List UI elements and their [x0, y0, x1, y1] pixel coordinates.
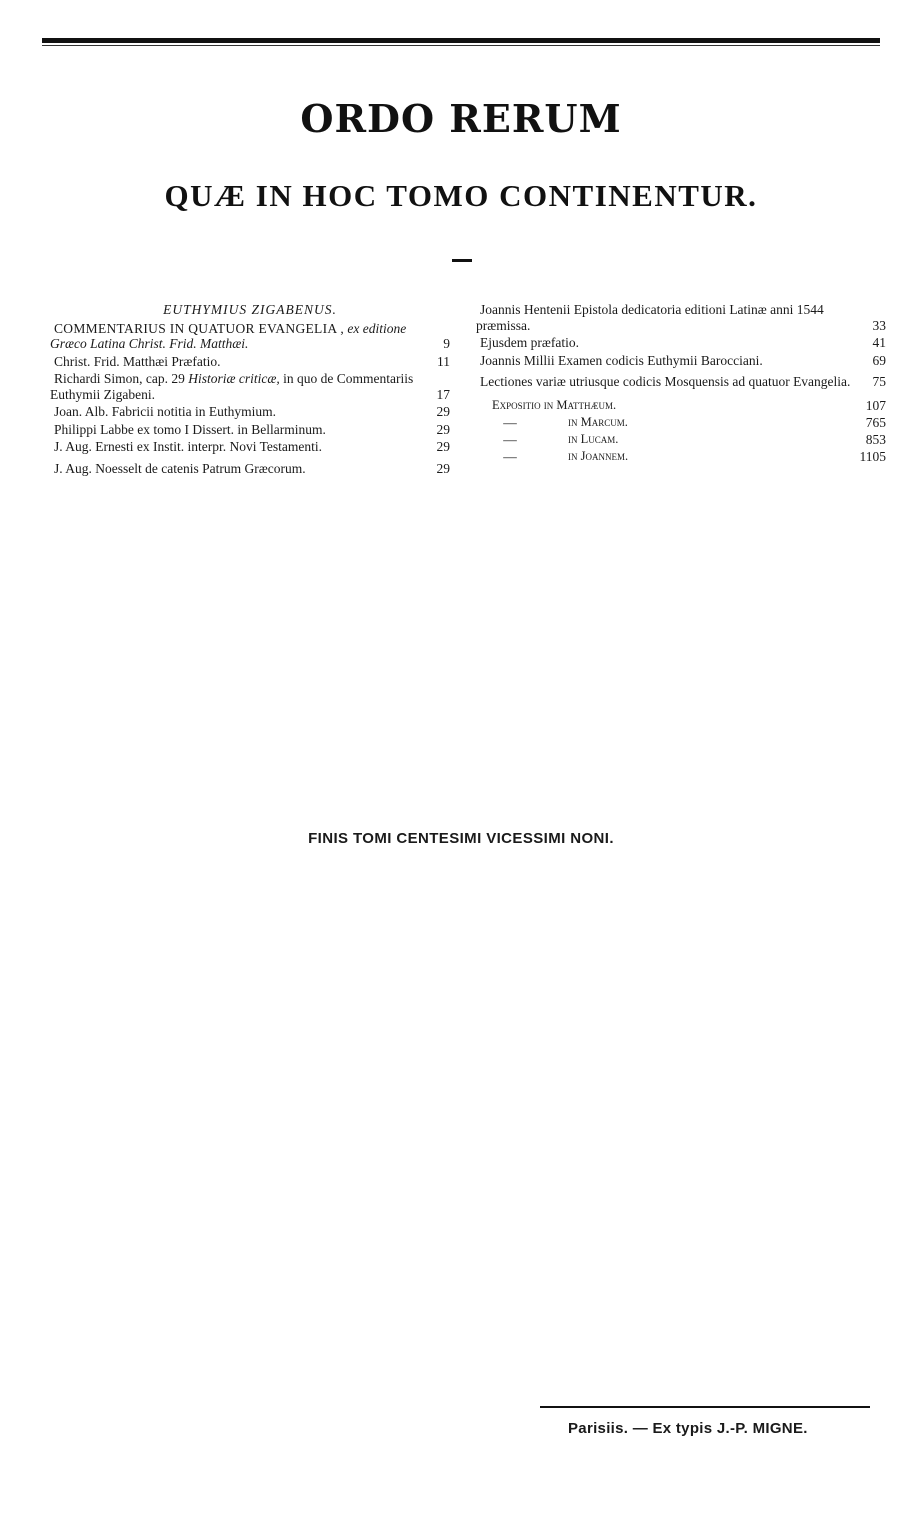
toc-entry-text: Joannis Hentenii Epistola dedicatoria editioni Latinæ anni 1544 præmissa.: [476, 302, 824, 333]
expositio-label: Expositio in Matthæum.: [492, 397, 617, 412]
expositio-row: [476, 449, 886, 465]
toc-entry: [476, 374, 886, 390]
toc-entry: [50, 404, 450, 420]
ditto-dash: —: [503, 431, 517, 447]
author-heading: EUTHYMIUS ZIGABENUS.: [163, 302, 337, 317]
toc-entry-text: [50, 321, 450, 352]
top-rule-thick: [42, 38, 880, 43]
expositio-row: [476, 415, 886, 431]
toc-entry-text-italic: ex editione Græco Latina Christ. Frid. Matthæi.: [50, 320, 407, 351]
contents-right-column: [476, 302, 886, 466]
toc-entry-text-italic: Historiæ criticæ,: [188, 371, 280, 386]
toc-entry: [50, 461, 450, 477]
page-title: ORDO RERUM: [300, 96, 622, 141]
toc-entry-text: J. Aug. Noesselt de catenis Patrum Græcorum.: [54, 460, 306, 476]
expositio-label: in Marcum.: [568, 414, 628, 429]
toc-entry-page: 69: [872, 352, 886, 368]
toc-entry: [50, 439, 450, 455]
toc-entry-page: 29: [436, 404, 450, 419]
toc-entry-page: 33: [872, 317, 886, 333]
toc-entry-page: 75: [872, 374, 886, 389]
expositio-page: 765: [865, 414, 886, 430]
expositio-page: 107: [865, 397, 886, 413]
toc-entry-text-b: in quo de Commentariis Euthymii Zigabeni.: [50, 371, 414, 402]
toc-entry-text: J. Aug. Ernesti ex Instit. interpr. Novi Testamenti.: [54, 439, 323, 454]
toc-entry-text: Ejusdem præfatio.: [480, 335, 579, 350]
contents-left-column: [50, 302, 450, 478]
toc-entry: [50, 422, 450, 438]
expositio-page: 1105: [859, 448, 886, 464]
toc-entry: [50, 371, 450, 402]
toc-entry: [50, 354, 450, 370]
title-separator-dash: [452, 259, 472, 262]
printer-imprint: Parisiis. — Ex typis J.-P. MIGNE.: [568, 1420, 808, 1437]
toc-entry-text: Lectiones variæ utriusque codicis Mosquensis ad quatuor Evangelia.: [480, 374, 851, 389]
page-subtitle: QUÆ IN HOC TOMO CONTINENTUR.: [164, 178, 758, 213]
top-double-rule: [42, 38, 880, 48]
toc-entry-text: [50, 371, 450, 402]
toc-entry-text: Joan. Alb. Fabricii notitia in Euthymium.: [54, 404, 276, 419]
toc-entry-page: 9: [443, 336, 450, 351]
toc-entry: [476, 302, 886, 333]
toc-entry-text: Christ. Frid. Matthæi Præfatio.: [54, 353, 221, 369]
finis-line: FINIS TOMI CENTESIMI VICESSIMI NONI.: [308, 830, 614, 847]
toc-entry-text: Joannis Millii Examen codicis Euthymii Barocciani.: [480, 352, 763, 368]
expositio-row: [476, 398, 886, 414]
toc-entry: [476, 335, 886, 351]
toc-entry-page: 29: [436, 421, 450, 437]
ditto-dash: —: [503, 448, 517, 464]
expositio-row: [476, 432, 886, 448]
toc-entry-text-upper: COMMENTARIUS IN QUATUOR EVANGELIA ,: [54, 320, 345, 336]
toc-entry: [476, 353, 886, 369]
expositio-label: in Lucam.: [568, 431, 619, 446]
toc-entry-page: 11: [437, 353, 450, 369]
toc-entry-text: Philippi Labbe ex tomo I Dissert. in Bellarminum.: [54, 421, 326, 437]
toc-entry-text-a: Richardi Simon, cap. 29: [54, 371, 189, 386]
toc-entry-page: 41: [872, 335, 886, 350]
expositio-page: 853: [865, 431, 886, 447]
bottom-rule: [540, 1406, 870, 1408]
toc-entry-page: 29: [436, 439, 450, 454]
expositio-label: in Joannem.: [568, 448, 629, 463]
ditto-dash: —: [503, 414, 517, 430]
toc-entry-page: 29: [436, 460, 450, 476]
toc-entry-page: 17: [436, 386, 450, 402]
top-rule-thin: [42, 45, 880, 46]
toc-entry: [50, 321, 450, 352]
